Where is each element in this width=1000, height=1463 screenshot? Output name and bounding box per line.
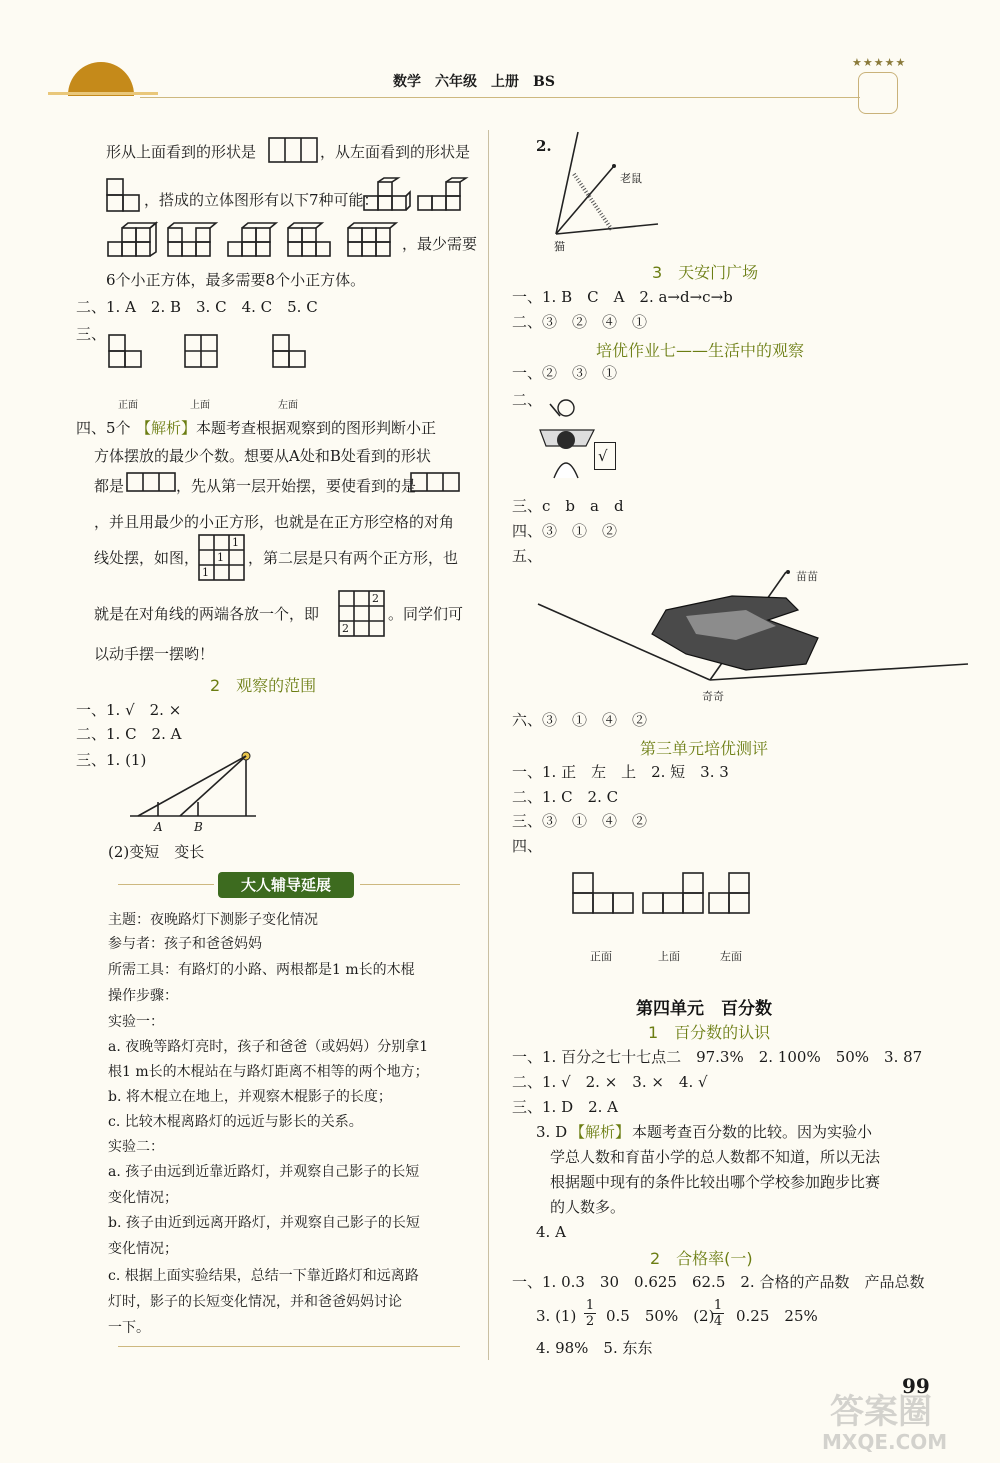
cube-model-4 bbox=[166, 222, 222, 262]
answer-line: 4. 98% 5. 东东 bbox=[536, 1339, 653, 1357]
watermark-text: 答案圈 bbox=[830, 1392, 932, 1432]
section-title: 1 百分数的认识 bbox=[648, 1023, 771, 1042]
section-title: 培优作业七——生活中的观察 bbox=[596, 341, 805, 360]
view-label: 左面 bbox=[278, 400, 298, 411]
extension-bottom-rule bbox=[118, 1346, 460, 1347]
header-title: 数学 六年级 上册 BS bbox=[393, 74, 555, 90]
answer-line: 四、③ ① ② bbox=[512, 522, 618, 540]
answer-line: 三、③ ① ④ ② bbox=[512, 812, 648, 830]
children-desk-figure bbox=[536, 396, 600, 486]
analysis-line: 。同学们可 bbox=[388, 605, 464, 623]
fraction-denominator: 4 bbox=[713, 1314, 723, 1329]
answer-line: 三、 bbox=[76, 325, 107, 343]
page-number: 99 bbox=[902, 1374, 930, 1398]
analysis-line: ，并且用最少的小正方形，也就是在正方形空格的对角 bbox=[94, 513, 455, 531]
answer-line: 三、c b a d bbox=[512, 497, 624, 515]
cat-mouse-figure bbox=[548, 130, 668, 242]
analysis-line: 本题考查百分数的比较。因为实验小 bbox=[632, 1123, 873, 1141]
point-label-b: B bbox=[194, 820, 203, 834]
answer-line: 0.5 50% (2) bbox=[606, 1307, 715, 1325]
answer-q4-prefix: 四、5个 bbox=[76, 419, 131, 437]
cube-model-3 bbox=[106, 222, 162, 262]
extension-line: 实验二： bbox=[108, 1139, 164, 1155]
answer-prefix: 3. D bbox=[536, 1123, 568, 1141]
watermark bbox=[820, 1384, 996, 1460]
analysis-line: ，第二层是只有两个正方形，也 bbox=[248, 549, 459, 567]
extension-line: 操作步骤： bbox=[108, 988, 178, 1004]
answer-line: 三、1. (1) bbox=[76, 751, 147, 769]
view-label: 上面 bbox=[658, 950, 680, 963]
cube-model-5 bbox=[226, 222, 282, 262]
mouse-label: 老鼠 bbox=[620, 172, 642, 185]
cat-label: 猫 bbox=[554, 240, 565, 253]
extension-line: 所需工具：有路灯的小路、两根都是1 m长的木棍 bbox=[108, 962, 415, 978]
answer-line: 二、 bbox=[512, 391, 543, 409]
extension-line: 灯时，影子的长短变化情况，并和爸爸妈妈讨论 bbox=[108, 1294, 402, 1310]
para-line: 6个小正方体，最多需要8个小正方体。 bbox=[106, 271, 366, 289]
view-label: 正面 bbox=[118, 400, 138, 411]
answer-line: 三、1. D 2. A bbox=[512, 1098, 619, 1116]
analysis-tag: 【解析】 bbox=[570, 1123, 631, 1141]
extension-line: 变化情况； bbox=[108, 1190, 178, 1206]
section-title: 2 合格率(一) bbox=[650, 1249, 753, 1268]
top-view-grid bbox=[184, 334, 220, 370]
answer-line: 0.25 25% bbox=[736, 1307, 818, 1325]
para-line: 形从上面看到的形状是 bbox=[106, 143, 257, 161]
grid-number: 2 bbox=[372, 592, 379, 605]
answer-line: 二、1. √ 2. × 3. × 4. √ bbox=[512, 1073, 708, 1091]
rockery-sightline-figure bbox=[536, 568, 972, 680]
answer-line: 二、1. C 2. A bbox=[76, 725, 182, 743]
answer-line: 六、③ ① ④ ② bbox=[512, 711, 648, 729]
extension-line: b. 孩子由近到远离开路灯，并观察自己影子的长短 bbox=[108, 1215, 420, 1231]
header-rule bbox=[140, 97, 860, 98]
analysis-line: 线处摆，如图， bbox=[94, 549, 200, 567]
mascot-icon bbox=[858, 72, 898, 114]
streetlight-shadow-figure bbox=[128, 746, 258, 820]
extension-line: b. 将木棍立在地上，并观察木棍影子的长度； bbox=[108, 1089, 392, 1105]
analysis-tag: 【解析】 bbox=[136, 419, 197, 437]
grid-number: 1 bbox=[217, 551, 224, 564]
fraction-half bbox=[584, 1298, 596, 1329]
column-divider bbox=[488, 130, 489, 1360]
left-view-figure bbox=[106, 178, 142, 214]
para-line: ，最少需要 bbox=[402, 235, 478, 253]
analysis-line: 的人数多。 bbox=[550, 1198, 626, 1216]
top-view-figure bbox=[268, 137, 320, 165]
answer-line: 一、1. √ 2. × bbox=[76, 701, 182, 719]
view-label: 左面 bbox=[720, 950, 742, 963]
analysis-line: ，先从第一层开始摆，要使看到的是 bbox=[176, 477, 417, 495]
fraction-denominator: 2 bbox=[585, 1314, 595, 1329]
top-view-figure bbox=[642, 872, 708, 914]
view-label: 上面 bbox=[190, 400, 210, 411]
grid-number: 1 bbox=[232, 536, 239, 549]
front-view-figure bbox=[108, 334, 144, 370]
extension-line: c. 根据上面实验结果，总结一下靠近路灯和远离路 bbox=[108, 1268, 419, 1284]
sun-logo bbox=[68, 62, 134, 96]
fraction-numerator: 1 bbox=[713, 1298, 723, 1313]
extension-line: 主题：夜晚路灯下测影子变化情况 bbox=[108, 912, 318, 928]
answer-line: 四、 bbox=[512, 837, 543, 855]
miaomiao-label: 苗苗 bbox=[796, 570, 818, 583]
answer-line: 二、1. C 2. C bbox=[512, 788, 619, 806]
diagonal-grid-1 bbox=[198, 534, 246, 582]
banner-line-left bbox=[118, 884, 214, 885]
front-view-figure bbox=[572, 872, 638, 914]
answer-line: 二、③ ② ④ ① bbox=[512, 313, 648, 331]
unit-title: 第四单元 百分数 bbox=[636, 999, 772, 1019]
answer-line: 一、1. 百分之七十七点二 97.3% 2. 100% 50% 3. 87 bbox=[512, 1048, 923, 1066]
extension-line: 变化情况； bbox=[108, 1241, 178, 1257]
extension-line: 根1 m长的木棍站在与路灯距离不相等的两个地方； bbox=[108, 1064, 429, 1080]
para-line: ，搭成的立体图形有以下7种可能： bbox=[144, 191, 379, 209]
point-label-a: A bbox=[154, 820, 163, 834]
section-title: 第三单元培优测评 bbox=[640, 739, 769, 758]
extension-line: c. 比较木棍离路灯的远近与影长的关系。 bbox=[108, 1114, 363, 1130]
left-view-grid bbox=[272, 334, 308, 370]
extension-line: 参与者：孩子和爸爸妈妈 bbox=[108, 936, 262, 952]
answer-line: (2)变短 变长 bbox=[108, 843, 205, 861]
extension-line: a. 夜晚等路灯亮时，孩子和爸爸（或妈妈）分别拿1 bbox=[108, 1039, 429, 1055]
para-line: ，从左面看到的形状是 bbox=[320, 143, 471, 161]
cube-model-2 bbox=[416, 178, 466, 214]
qiqi-label: 奇奇 bbox=[702, 690, 724, 703]
answer-line: 4. A bbox=[536, 1223, 566, 1241]
fraction-numerator: 1 bbox=[585, 1298, 595, 1313]
banner-line-right bbox=[360, 884, 460, 885]
answer-line: 2. bbox=[536, 137, 552, 155]
cube-model-1 bbox=[362, 178, 412, 214]
cube-model-6 bbox=[286, 222, 342, 262]
answer-line: 二、1. A 2. B 3. C 4. C 5. C bbox=[76, 298, 318, 316]
answer-line: 3. (1) bbox=[536, 1307, 577, 1325]
diagonal-grid-2 bbox=[338, 590, 386, 638]
watermark-url: MXQE.COM bbox=[822, 1430, 948, 1454]
answer-line: 一、1. 0.3 30 0.625 62.5 2. 合格的产品数 产品总数 bbox=[512, 1273, 925, 1291]
grid-number: 1 bbox=[202, 566, 209, 579]
analysis-line: 根据题中现有的条件比较出哪个学校参加跑步比赛 bbox=[550, 1173, 881, 1191]
answer-line: 五、 bbox=[512, 547, 543, 565]
analysis-line: 方体摆放的最少个数。想要从A处和B处看到的形状 bbox=[94, 447, 431, 465]
analysis-line: 都是 bbox=[94, 477, 125, 495]
banner-title: 大人辅导延展 bbox=[240, 876, 331, 894]
extension-line: a. 孩子由远到近靠近路灯，并观察自己影子的长短 bbox=[108, 1164, 420, 1180]
left-view-figure bbox=[708, 872, 754, 914]
section-title: 2 观察的范围 bbox=[210, 676, 317, 695]
check-mark: √ bbox=[598, 447, 608, 465]
row-three-figure bbox=[410, 472, 460, 494]
stars-decoration: ★★★★★ bbox=[852, 56, 907, 69]
view-label: 正面 bbox=[590, 950, 612, 963]
grid-number: 2 bbox=[342, 622, 349, 635]
section-title: 3 天安门广场 bbox=[652, 263, 759, 282]
extension-line: 实验一： bbox=[108, 1014, 164, 1030]
row-three-figure bbox=[126, 472, 176, 494]
fraction-quarter bbox=[712, 1298, 724, 1329]
answer-line: 一、1. B C A 2. a→d→c→b bbox=[512, 288, 733, 306]
cube-model-7 bbox=[346, 222, 402, 262]
sun-glow bbox=[48, 92, 158, 95]
analysis-line: 本题考查根据观察到的图形判断小正 bbox=[196, 419, 437, 437]
answer-line: 一、1. 正 左 上 2. 短 3. 3 bbox=[512, 763, 729, 781]
answer-line: 一、② ③ ① bbox=[512, 364, 618, 382]
analysis-line: 学总人数和育苗小学的总人数都不知道，所以无法 bbox=[550, 1148, 881, 1166]
extension-line: 一下。 bbox=[108, 1320, 150, 1336]
analysis-line: 以动手摆一摆哟！ bbox=[94, 645, 215, 663]
analysis-line: 就是在对角线的两端各放一个，即 bbox=[94, 605, 320, 623]
